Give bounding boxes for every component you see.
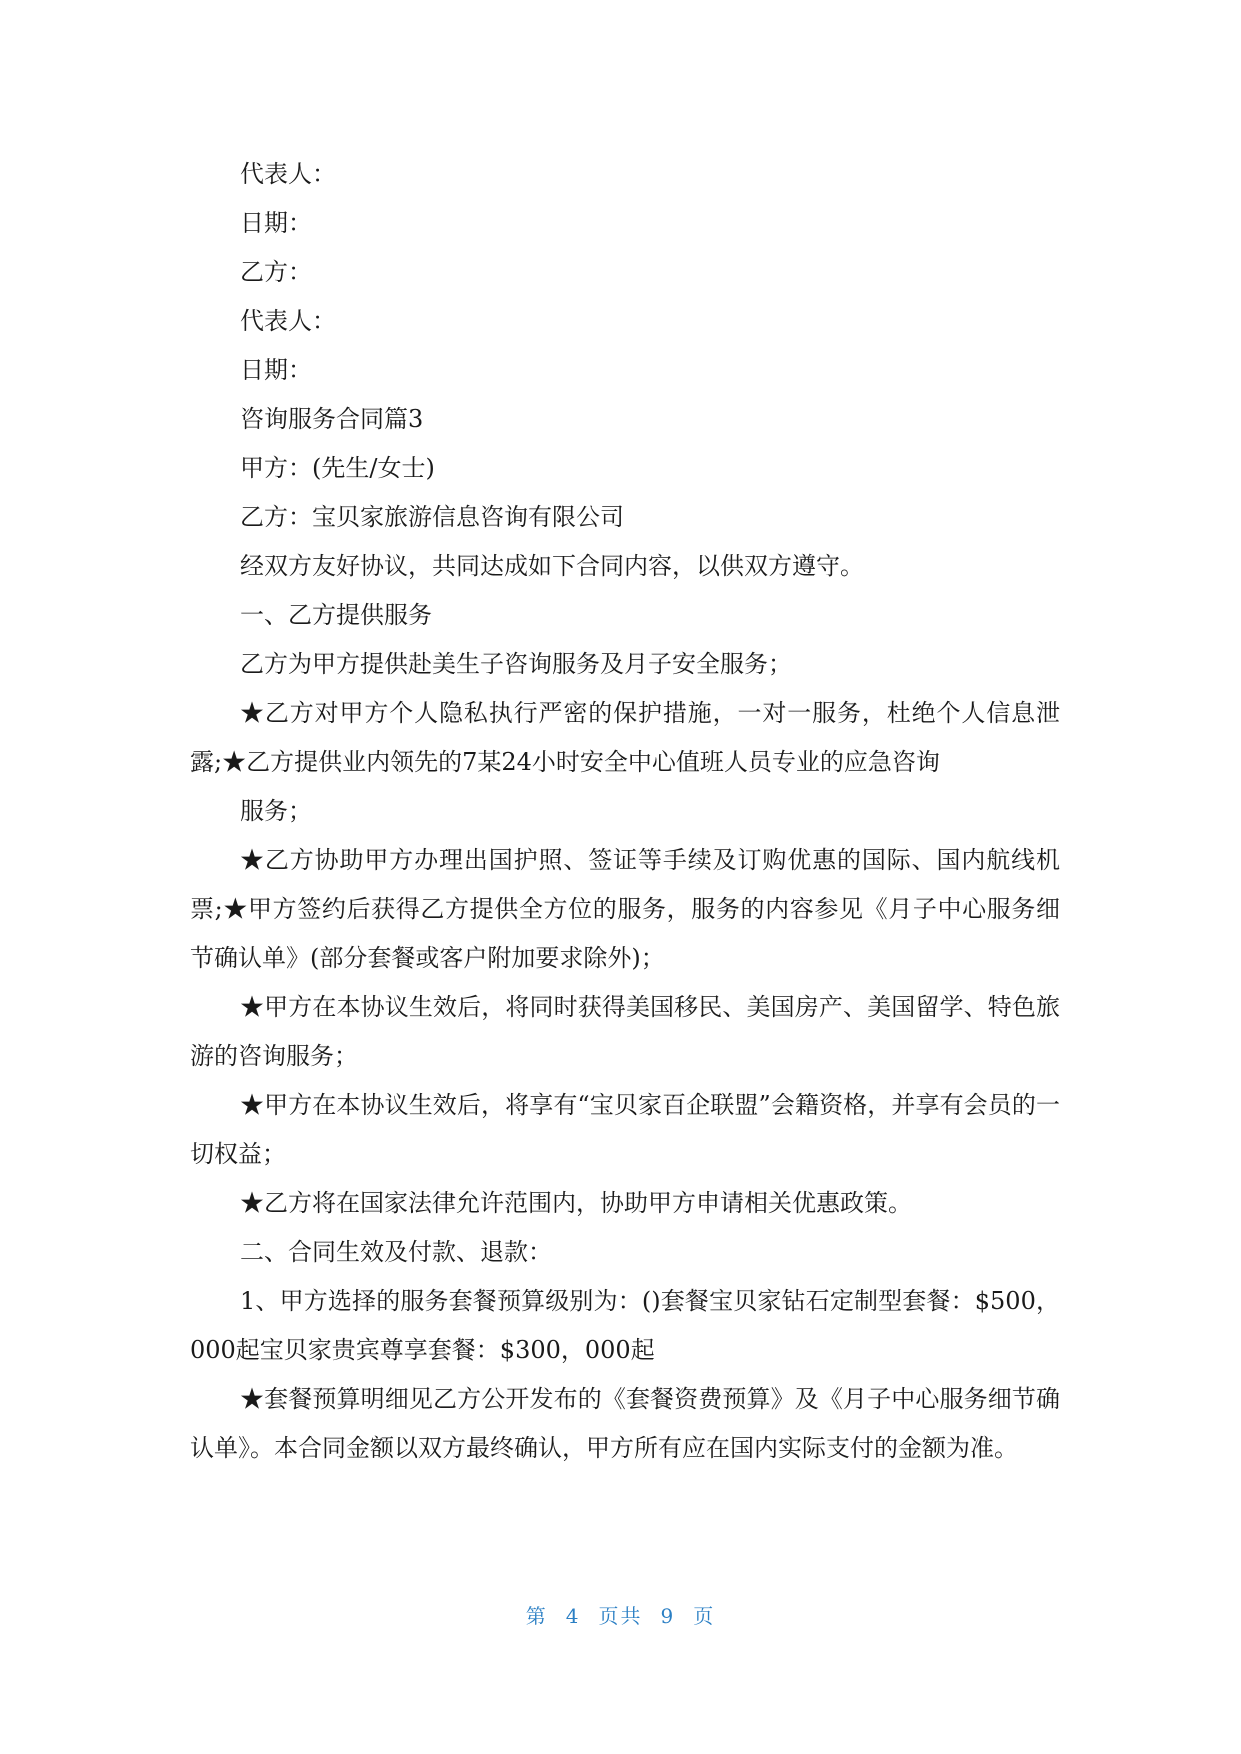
clause-policy: ★乙方将在国家法律允许范围内，协助甲方申请相关优惠政策。 xyxy=(240,1189,912,1217)
signature-representative-a: 代表人： xyxy=(240,160,336,188)
footer-suffix: 页 xyxy=(693,1604,716,1628)
clause-privacy: ★乙方对甲方个人隐私执行严密的保护措施，一对一服务，杜绝个人信息泄露;★乙方提供业内领先的7某24小时安全中心值班人员专业的应急咨询 xyxy=(190,699,1060,776)
footer-prefix: 第 xyxy=(525,1604,548,1628)
clause-package-budget: 1、甲方选择的服务套餐预算级别为：()套餐宝贝家钻石定制型套餐：$500，000起宝贝家贵宾尊享套餐：$300，000起 xyxy=(190,1287,1060,1364)
party-a-line: 甲方：(先生/女士) xyxy=(240,454,435,482)
signature-date-a: 日期： xyxy=(240,209,312,237)
footer-total-pages: 9 xyxy=(660,1604,676,1628)
services-intro: 乙方为甲方提供赴美生子咨询服务及月子安全服务； xyxy=(240,650,792,678)
intro-line: 经双方友好协议，共同达成如下合同内容，以供双方遵守。 xyxy=(240,552,864,580)
contract-title: 咨询服务合同篇3 xyxy=(240,405,424,433)
clause-privacy-continuation: 服务； xyxy=(240,797,312,825)
section-heading-payment: 二、合同生效及付款、退款： xyxy=(240,1238,552,1266)
document-body xyxy=(190,150,1060,1473)
clause-consulting: ★甲方在本协议生效后，将同时获得美国移民、美国房产、美国留学、特色旅游的咨询服务； xyxy=(190,993,1060,1070)
clause-travel-docs: ★乙方协助甲方办理出国护照、签证等手续及订购优惠的国际、国内航线机票;★甲方签约后获得乙方提供全方位的服务，服务的内容参见《月子中心服务细节确认单》(部分套餐或客户附加要求除外)； xyxy=(190,846,1060,972)
section-heading-services: 一、乙方提供服务 xyxy=(240,601,432,629)
page-footer xyxy=(0,1600,1241,1629)
signature-date-b: 日期： xyxy=(240,356,312,384)
footer-middle: 页共 xyxy=(598,1604,643,1628)
footer-current-page: 4 xyxy=(565,1604,581,1628)
signature-representative-b: 代表人： xyxy=(240,307,336,335)
clause-budget-details: ★套餐预算明细见乙方公开发布的《套餐资费预算》及《月子中心服务细节确认单》。本合同金额以双方最终确认，甲方所有应在国内实际支付的金额为准。 xyxy=(190,1385,1060,1462)
clause-membership: ★甲方在本协议生效后，将享有“宝贝家百企联盟”会籍资格，并享有会员的一切权益； xyxy=(190,1091,1060,1168)
party-b-label: 乙方： xyxy=(240,258,312,286)
party-b-line: 乙方：宝贝家旅游信息咨询有限公司 xyxy=(240,503,624,531)
